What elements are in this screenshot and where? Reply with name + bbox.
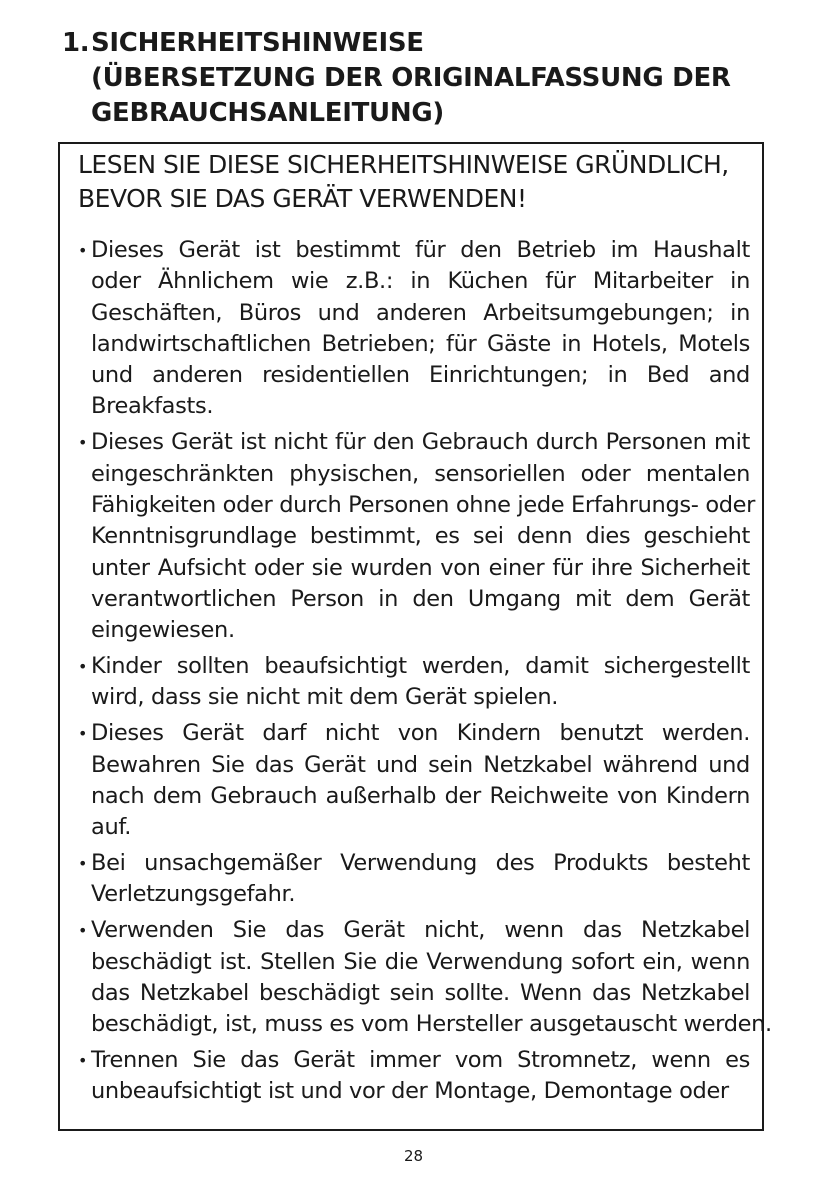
section-title-line: GEBRAUCHSANLEITUNG) <box>91 98 444 128</box>
instruction-line: oder Ähnlichem wie z.B.: in Küchen für Mitarbeiter in <box>91 268 750 295</box>
instruction-line: Kinder sollten beaufsichtigt werden, damit sichergestellt <box>91 653 750 680</box>
safety-instruction-item <box>78 427 756 646</box>
section-number: 1. <box>62 28 90 58</box>
safety-instruction-item <box>78 1045 750 1108</box>
safety-instruction-item <box>78 848 750 911</box>
instruction-line: Dieses Gerät ist bestimmt für den Betrieb im Haushalt <box>91 237 750 263</box>
section-title <box>91 26 782 131</box>
instruction-line: unbeaufsichtigt ist und vor der Montage, Demontage oder <box>91 1078 729 1105</box>
safety-instruction-item <box>78 718 750 843</box>
instruction-line: wird, dass sie nicht mit dem Gerät spielen. <box>91 684 559 711</box>
instruction-line: Trennen Sie das Gerät immer vom Stromnetz, wenn es <box>91 1046 750 1073</box>
instruction-line: unter Aufsicht oder sie wurden von einer für ihre Sicherheit <box>91 554 750 581</box>
instruction-line: nach dem Gebrauch außerhalb der Reichweite von Kindern <box>91 782 750 809</box>
safety-instruction-item <box>78 235 750 423</box>
bullet-dot: • <box>78 433 88 453</box>
safety-instruction-item <box>78 651 750 714</box>
instruction-line: das Netzkabel beschädigt sein sollte. Wenn das Netzkabel <box>91 979 750 1006</box>
instruction-line: Geschäften, Büros und anderen Arbeitsumgebungen; in <box>91 299 750 326</box>
instruction-line: Kenntnisgrundlage bestimmt, es sei denn dies geschieht <box>91 523 750 550</box>
section-heading <box>62 26 782 131</box>
bullet-dot: • <box>78 657 88 677</box>
section-title-line: (ÜBERSETZUNG DER ORIGINALFASSUNG DER <box>91 63 731 93</box>
instruction-line: Verletzungsgefahr. <box>91 881 296 908</box>
instruction-line: verantwortlichen Person in den Umgang mit dem Gerät <box>91 585 750 612</box>
section-title-line: SICHERHEITSHINWEISE <box>91 28 424 58</box>
instruction-line: Fähigkeiten oder durch Personen ohne jede Erfahrungs- oder <box>91 491 756 518</box>
instruction-line: beschädigt, ist, muss es vom Hersteller ausgetauscht werden. <box>91 1011 772 1038</box>
instruction-line: und anderen residentiellen Einrichtungen; in Bed and <box>91 362 750 389</box>
warning-text <box>78 148 758 216</box>
instruction-line: eingeschränkten physischen, sensoriellen oder mentalen <box>91 460 750 487</box>
safety-instruction-item <box>78 915 772 1040</box>
bullet-dot: • <box>78 854 88 874</box>
instruction-line: Dieses Gerät darf nicht von Kindern benutzt werden. <box>91 720 750 747</box>
instruction-line: eingewiesen. <box>91 617 235 644</box>
instruction-line: Verwenden Sie das Gerät nicht, wenn das Netzkabel <box>91 917 750 944</box>
bullet-dot: • <box>78 724 88 744</box>
bullet-dot: • <box>78 241 88 260</box>
instruction-line: Bei unsachgemäßer Verwendung des Produkts besteht <box>91 850 750 877</box>
instruction-line: landwirtschaftlichen Betrieben; für Gäste in Hotels, Motels <box>91 330 750 357</box>
warning-line: BEVOR SIE DAS GERÄT VERWENDEN! <box>78 184 527 213</box>
warning-line: LESEN SIE DIESE SICHERHEITSHINWEISE GRÜNDLICH, <box>78 150 729 179</box>
instruction-line: Dieses Gerät ist nicht für den Gebrauch durch Personen mit <box>91 429 750 456</box>
bullet-dot: • <box>78 921 88 941</box>
instruction-line: beschädigt ist. Stellen Sie die Verwendung sofort ein, wenn <box>91 948 750 975</box>
page-number: 28 <box>403 1147 424 1165</box>
bullet-dot: • <box>78 1050 88 1070</box>
instruction-line: Bewahren Sie das Gerät und sein Netzkabel während und <box>91 751 750 778</box>
instruction-line: Breakfasts. <box>91 393 214 420</box>
safety-instructions-list <box>78 235 772 1112</box>
instruction-line: auf. <box>91 814 132 841</box>
